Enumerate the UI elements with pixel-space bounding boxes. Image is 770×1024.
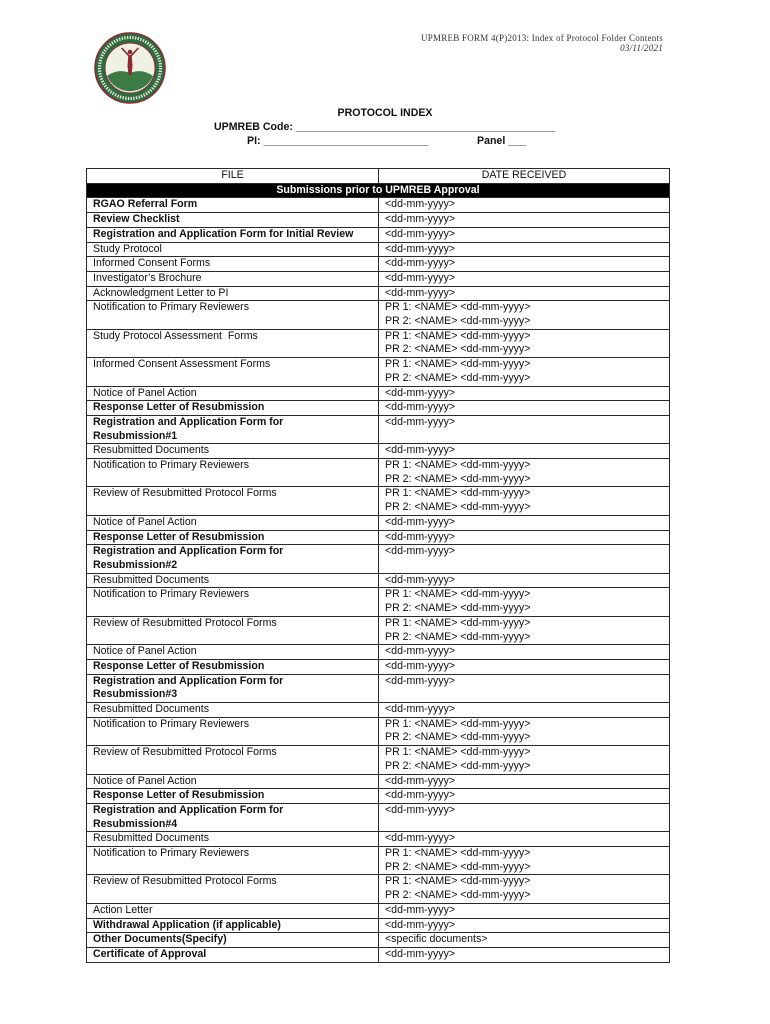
primary-reviewer-2-entry: PR 2: <NAME> <dd-mm-yyyy> — [385, 630, 531, 643]
table-header-row — [87, 169, 670, 184]
file-cell: Notification to Primary Reviewers — [87, 717, 379, 745]
table-row — [87, 659, 670, 674]
date-received-cell — [379, 616, 670, 644]
primary-reviewer-1-entry: PR 1: <NAME> <dd-mm-yyyy> — [385, 301, 531, 314]
primary-reviewer-2-entry: PR 2: <NAME> <dd-mm-yyyy> — [385, 472, 531, 485]
primary-reviewer-2-entry: PR 2: <NAME> <dd-mm-yyyy> — [385, 889, 531, 902]
file-cell: Other Documents(Specify) — [87, 933, 379, 948]
date-received-cell — [379, 487, 670, 515]
form-title: UPMREB FORM 4(P)2013: Index of Protocol Folder Contents — [420, 33, 663, 43]
table-row — [87, 242, 670, 257]
file-cell: Response Letter of Resubmission — [87, 659, 379, 674]
primary-reviewer-1-entry: PR 1: <NAME> <dd-mm-yyyy> — [385, 459, 531, 472]
primary-reviewer-1-entry: PR 1: <NAME> <dd-mm-yyyy> — [385, 329, 531, 342]
file-cell: Registration and Application Form for Initial Review — [87, 227, 379, 242]
file-cell: Review of Resubmitted Protocol Forms — [87, 487, 379, 515]
panel-blank: ___ — [508, 135, 526, 147]
date-received-cell: <dd-mm-yyyy> — [379, 774, 670, 789]
file-cell: Notice of Panel Action — [87, 386, 379, 401]
table-row — [87, 198, 670, 213]
date-received-cell: <dd-mm-yyyy> — [379, 271, 670, 286]
table-row — [87, 933, 670, 948]
primary-reviewer-1-entry: PR 1: <NAME> <dd-mm-yyyy> — [385, 358, 531, 371]
table-row — [87, 875, 670, 903]
file-cell: Resubmitted Documents — [87, 703, 379, 718]
table-row — [87, 803, 670, 831]
table-row — [87, 645, 670, 660]
date-received-cell: <dd-mm-yyyy> — [379, 645, 670, 660]
table-row — [87, 545, 670, 573]
table-row — [87, 847, 670, 875]
file-cell: Investigator’s Brochure — [87, 271, 379, 286]
table-row — [87, 271, 670, 286]
date-received-cell: <dd-mm-yyyy> — [379, 415, 670, 443]
table-row — [87, 616, 670, 644]
date-received-cell: <dd-mm-yyyy> — [379, 703, 670, 718]
table-row — [87, 257, 670, 272]
date-received-cell: <dd-mm-yyyy> — [379, 242, 670, 257]
primary-reviewer-2-entry: PR 2: <NAME> <dd-mm-yyyy> — [385, 343, 531, 356]
table-row — [87, 918, 670, 933]
primary-reviewer-1-entry: PR 1: <NAME> <dd-mm-yyyy> — [385, 717, 531, 730]
form-identifier — [421, 33, 663, 53]
file-cell: Registration and Application Form for Resubmission#4 — [87, 803, 379, 831]
seal-figure-body — [128, 55, 133, 75]
file-cell: Review of Resubmitted Protocol Forms — [87, 746, 379, 774]
date-received-cell: <dd-mm-yyyy> — [379, 803, 670, 831]
table-row — [87, 789, 670, 804]
table-row — [87, 703, 670, 718]
date-received-cell: <dd-mm-yyyy> — [379, 832, 670, 847]
date-received-cell: <dd-mm-yyyy> — [379, 530, 670, 545]
date-received-cell: <dd-mm-yyyy> — [379, 674, 670, 702]
date-received-cell: <dd-mm-yyyy> — [379, 515, 670, 530]
file-cell: Informed Consent Forms — [87, 257, 379, 272]
table-row — [87, 227, 670, 242]
primary-reviewer-1-entry: PR 1: <NAME> <dd-mm-yyyy> — [385, 616, 531, 629]
column-header-date-received: DATE RECEIVED — [379, 169, 670, 184]
table-row — [87, 286, 670, 301]
file-cell: Registration and Application Form for Resubmission#1 — [87, 415, 379, 443]
date-received-cell: <dd-mm-yyyy> — [379, 257, 670, 272]
panel-line — [477, 134, 526, 148]
date-received-cell: <specific documents> — [379, 933, 670, 948]
pi-blank: ____________________________ — [263, 135, 429, 147]
page-title: PROTOCOL INDEX — [337, 107, 433, 119]
table-row — [87, 301, 670, 329]
file-cell: Review of Resubmitted Protocol Forms — [87, 616, 379, 644]
date-received-cell — [379, 459, 670, 487]
file-cell: Acknowledgment Letter to PI — [87, 286, 379, 301]
file-cell: Notification to Primary Reviewers — [87, 588, 379, 616]
date-received-cell: <dd-mm-yyyy> — [379, 789, 670, 804]
table-row — [87, 515, 670, 530]
file-cell: Resubmitted Documents — [87, 444, 379, 459]
primary-reviewer-2-entry: PR 2: <NAME> <dd-mm-yyyy> — [385, 602, 531, 615]
date-received-cell — [379, 588, 670, 616]
file-cell: Certificate of Approval — [87, 947, 379, 962]
panel-label: Panel — [477, 135, 506, 147]
date-received-cell: <dd-mm-yyyy> — [379, 286, 670, 301]
protocol-index-table — [86, 168, 670, 963]
file-cell: RGAO Referral Form — [87, 198, 379, 213]
file-cell: Notification to Primary Reviewers — [87, 459, 379, 487]
file-cell: Notice of Panel Action — [87, 515, 379, 530]
file-cell: Response Letter of Resubmission — [87, 530, 379, 545]
file-cell: Notification to Primary Reviewers — [87, 301, 379, 329]
table-row — [87, 530, 670, 545]
table-row — [87, 415, 670, 443]
table-row — [87, 386, 670, 401]
upmreb-code-label: UPMREB Code: — [214, 121, 293, 133]
date-received-cell — [379, 358, 670, 386]
table-row — [87, 774, 670, 789]
primary-reviewer-1-entry: PR 1: <NAME> <dd-mm-yyyy> — [385, 588, 531, 601]
date-received-cell — [379, 717, 670, 745]
date-received-cell — [379, 329, 670, 357]
file-cell: Study Protocol — [87, 242, 379, 257]
date-received-cell: <dd-mm-yyyy> — [379, 947, 670, 962]
date-received-cell: <dd-mm-yyyy> — [379, 227, 670, 242]
table-row — [87, 487, 670, 515]
date-received-cell: <dd-mm-yyyy> — [379, 198, 670, 213]
file-cell: Notice of Panel Action — [87, 774, 379, 789]
file-cell: Notification to Primary Reviewers — [87, 847, 379, 875]
table-row — [87, 401, 670, 416]
table-row — [87, 444, 670, 459]
date-received-cell: <dd-mm-yyyy> — [379, 545, 670, 573]
primary-reviewer-1-entry: PR 1: <NAME> <dd-mm-yyyy> — [385, 746, 531, 759]
primary-reviewer-2-entry: PR 2: <NAME> <dd-mm-yyyy> — [385, 759, 531, 772]
primary-reviewer-2-entry: PR 2: <NAME> <dd-mm-yyyy> — [385, 860, 531, 873]
table-row — [87, 358, 670, 386]
file-cell: Response Letter of Resubmission — [87, 789, 379, 804]
upmreb-code-blank: ____________________________________________ — [295, 121, 556, 133]
table-row — [87, 746, 670, 774]
primary-reviewer-1-entry: PR 1: <NAME> <dd-mm-yyyy> — [385, 487, 531, 500]
date-received-cell: <dd-mm-yyyy> — [379, 659, 670, 674]
table-row — [87, 832, 670, 847]
file-cell: Study Protocol Assessment Forms — [87, 329, 379, 357]
table-row — [87, 588, 670, 616]
table-row — [87, 674, 670, 702]
date-received-cell — [379, 875, 670, 903]
pi-label: PI: — [247, 135, 261, 147]
date-received-cell — [379, 746, 670, 774]
table-row — [87, 213, 670, 228]
date-received-cell — [379, 847, 670, 875]
table-row — [87, 903, 670, 918]
primary-reviewer-1-entry: PR 1: <NAME> <dd-mm-yyyy> — [385, 875, 531, 888]
file-cell: Notice of Panel Action — [87, 645, 379, 660]
file-cell: Review of Resubmitted Protocol Forms — [87, 875, 379, 903]
date-received-cell: <dd-mm-yyyy> — [379, 213, 670, 228]
table-row — [87, 717, 670, 745]
university-seal-logo — [92, 32, 168, 104]
date-received-cell: <dd-mm-yyyy> — [379, 444, 670, 459]
file-cell: Action Letter — [87, 903, 379, 918]
column-header-file: FILE — [87, 169, 379, 184]
date-received-cell — [379, 301, 670, 329]
primary-reviewer-2-entry: PR 2: <NAME> <dd-mm-yyyy> — [385, 501, 531, 514]
table-row — [87, 573, 670, 588]
date-received-cell: <dd-mm-yyyy> — [379, 386, 670, 401]
section-header-row — [87, 183, 670, 198]
primary-reviewer-2-entry: PR 2: <NAME> <dd-mm-yyyy> — [385, 731, 531, 744]
table-row — [87, 947, 670, 962]
primary-reviewer-2-entry: PR 2: <NAME> <dd-mm-yyyy> — [385, 371, 531, 384]
date-received-cell: <dd-mm-yyyy> — [379, 918, 670, 933]
file-cell: Withdrawal Application (if applicable) — [87, 918, 379, 933]
date-received-cell: <dd-mm-yyyy> — [379, 903, 670, 918]
primary-reviewer-2-entry: PR 2: <NAME> <dd-mm-yyyy> — [385, 315, 531, 328]
date-received-cell: <dd-mm-yyyy> — [379, 573, 670, 588]
file-cell: Response Letter of Resubmission — [87, 401, 379, 416]
form-date: 03/11/2021 — [620, 43, 663, 53]
file-cell: Resubmitted Documents — [87, 573, 379, 588]
table-row — [87, 329, 670, 357]
pi-line — [247, 134, 428, 148]
table-row — [87, 459, 670, 487]
file-cell: Resubmitted Documents — [87, 832, 379, 847]
upmreb-code-line — [214, 120, 555, 134]
file-cell: Registration and Application Form for Resubmission#2 — [87, 545, 379, 573]
date-received-cell: <dd-mm-yyyy> — [379, 401, 670, 416]
file-cell: Registration and Application Form for Resubmission#3 — [87, 674, 379, 702]
file-cell: Informed Consent Assessment Forms — [87, 358, 379, 386]
primary-reviewer-1-entry: PR 1: <NAME> <dd-mm-yyyy> — [385, 847, 531, 860]
section-title: Submissions prior to UPMREB Approval — [87, 183, 670, 198]
seal-figure-head — [128, 50, 133, 55]
file-cell: Review Checklist — [87, 213, 379, 228]
